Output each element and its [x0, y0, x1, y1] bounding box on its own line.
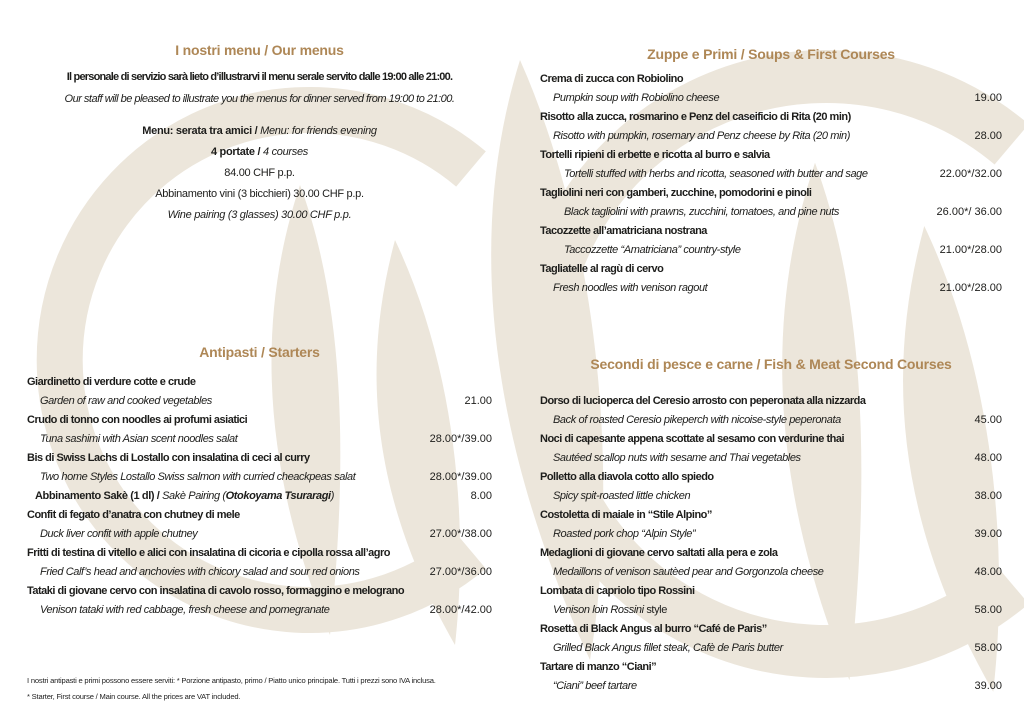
- item-name-it: Crema di zucca con Robiolino: [540, 73, 684, 85]
- item-desc-en: Sautéed scallop nuts with sesame and Thai vegetables: [553, 452, 801, 464]
- intro-italian: Il personale di servizio sarà lieto d’illustrarvi il menu serale servito dalle 19:00 alle 21:00.: [66, 71, 453, 83]
- item-name-it: Rosetta di Black Angus al burro “Café de Paris”: [540, 623, 767, 635]
- item-price: 28.00*/42.00: [429, 604, 492, 616]
- item-desc-en: Duck liver confit with apple chutney: [40, 528, 198, 540]
- menu-item: [540, 260, 1002, 298]
- item-desc-en: Tuna sashimi with Asian scent noodles salat: [40, 433, 238, 445]
- item-row: [27, 563, 492, 582]
- item-row: [27, 525, 492, 544]
- item-price: 22.00*/32.00: [939, 168, 1002, 180]
- item-price: 39.00: [974, 680, 1002, 692]
- item-row: [540, 449, 1002, 468]
- item-row: [27, 601, 492, 620]
- item-name-it: Costoletta di maiale in “Stile Alpino”: [540, 509, 712, 521]
- item-row: [540, 165, 1002, 184]
- item-price: 27.00*/38.00: [429, 528, 492, 540]
- item-name-it: Dorso di lucioperca del Ceresio arrosto con peperonata alla nizzarda: [540, 395, 866, 407]
- menu-item: [540, 582, 1002, 620]
- item-row: [540, 279, 1002, 298]
- item-price: 39.00: [974, 528, 1002, 540]
- section-secondi: [540, 354, 1002, 696]
- set-menu-price-line: 84.00 CHF p.p.: [224, 167, 295, 179]
- item-price: 38.00: [974, 490, 1002, 502]
- item-desc-en: Back of roasted Ceresio pikeperch with nicoise-style peperonata: [553, 414, 841, 426]
- section-antipasti: [27, 342, 492, 620]
- item-row: [540, 563, 1002, 582]
- item-name-it: Giardinetto di verdure cotte e crude: [27, 376, 196, 388]
- menu-item: [27, 411, 492, 449]
- menu-item: [540, 468, 1002, 506]
- menu-item: [540, 544, 1002, 582]
- item-price: 58.00: [974, 642, 1002, 654]
- item-price: 28.00*/39.00: [429, 471, 492, 483]
- item-desc-en: Fried Calf’s head and anchovies with chicory salad and sour red onions: [40, 566, 360, 578]
- item-desc-en: Pumpkin soup with Robiolino cheese: [553, 92, 720, 104]
- item-desc-en: Taccozzette “Amatriciana” country-style: [564, 244, 741, 256]
- menu-item: [540, 70, 1002, 108]
- item-name-it: Crudo di tonno con noodles ai profumi asiatici: [27, 414, 248, 426]
- item-price: 21.00: [464, 395, 492, 407]
- menu-item-sake-pairing: [27, 487, 492, 506]
- item-desc-en: Tortelli stuffed with herbs and ricotta, seasoned with butter and sage: [564, 168, 868, 180]
- sake-pairing-label: Abbinamento Sakè (1 dl) / Sakè Pairing (Otokoyama Tsuraragi): [35, 490, 334, 502]
- item-price: 21.00*/28.00: [939, 244, 1002, 256]
- item-desc-en: “Ciani” beef tartare: [553, 680, 637, 692]
- set-menu-block: [27, 121, 492, 226]
- item-name-it: Confit di fegato d’anatra con chutney di mele: [27, 509, 240, 521]
- item-row: [540, 601, 1002, 620]
- wine-pairing-line-it: Abbinamento vini (3 bicchieri) 30.00 CHF p.p.: [155, 188, 364, 200]
- item-price: 27.00*/36.00: [429, 566, 492, 578]
- menu-item: [540, 620, 1002, 658]
- item-price: 48.00: [974, 452, 1002, 464]
- wine-pairing-line-en: Wine pairing (3 glasses) 30.00 CHF p.p.: [167, 209, 352, 221]
- item-desc-en: Roasted pork chop “Alpin Style”: [553, 528, 696, 540]
- item-desc-en: Venison loin Rossini style: [553, 604, 667, 616]
- item-row: [27, 468, 492, 487]
- section-title-antipasti: Antipasti / Starters: [199, 344, 320, 360]
- item-price: 45.00: [974, 414, 1002, 426]
- menu-item: [540, 506, 1002, 544]
- item-row: [540, 639, 1002, 658]
- item-row: [540, 677, 1002, 696]
- menu-item: [540, 222, 1002, 260]
- menu-item: [540, 430, 1002, 468]
- item-name-it: Risotto alla zucca, rosmarino e Penz del caseificio di Rita (20 min): [540, 111, 851, 123]
- item-desc-en: Medaillons of venison sautèed pear and Gorgonzola cheese: [553, 566, 824, 578]
- item-row: [27, 430, 492, 449]
- item-row: [540, 487, 1002, 506]
- item-desc-en: Garden of raw and cooked vegetables: [40, 395, 212, 407]
- item-desc-en: Risotto with pumpkin, rosemary and Penz cheese by Rita (20 min): [553, 130, 850, 142]
- footnote: [27, 673, 436, 705]
- item-price: 26.00*/ 36.00: [936, 206, 1002, 218]
- item-row: [540, 127, 1002, 146]
- item-price: 58.00: [974, 604, 1002, 616]
- item-price: 21.00*/28.00: [939, 282, 1002, 294]
- item-desc-en: Fresh noodles with venison ragout: [553, 282, 708, 294]
- item-desc-en: Spicy spit-roasted little chicken: [553, 490, 691, 502]
- item-name-it: Lombata di capriolo tipo Rossini: [540, 585, 695, 597]
- menu-item: [27, 373, 492, 411]
- section-our-menus: [27, 40, 492, 226]
- section-title-secondi: Secondi di pesce e carne / Fish & Meat Second Courses: [590, 356, 952, 372]
- menu-item: [27, 506, 492, 544]
- section-zuppe-primi: [540, 44, 1002, 298]
- item-row: [540, 411, 1002, 430]
- menu-item: [540, 184, 1002, 222]
- item-name-it: Tortelli ripieni di erbette e ricotta al burro e salvia: [540, 149, 770, 161]
- right-column: [512, 0, 1024, 725]
- item-row: [27, 392, 492, 411]
- item-price: 48.00: [974, 566, 1002, 578]
- menu-item: [27, 582, 492, 620]
- item-desc-en: Two home Styles Lostallo Swiss salmon with curried cheackpeas salat: [40, 471, 356, 483]
- item-row: [540, 203, 1002, 222]
- item-name-it: Bis di Swiss Lachs di Lostallo con insalatina di ceci al curry: [27, 452, 310, 464]
- footnote-line-it: I nostri antipasti e primi possono essere serviti: * Porzione antipasto, primo / Piatto unico principale. Tutti i prezzi sono IVA inclusa.: [27, 676, 436, 685]
- item-price: 8.00: [470, 490, 492, 502]
- item-name-it: Tataki di giovane cervo con insalatina di cavolo rosso, formaggino e melograno: [27, 585, 405, 597]
- menu-item: [540, 658, 1002, 696]
- item-row: [540, 525, 1002, 544]
- menu-item: [27, 544, 492, 582]
- item-name-it: Tagliolini neri con gamberi, zucchine, pomodorini e pinoli: [540, 187, 812, 199]
- item-name-it: Tartare di manzo “Ciani”: [540, 661, 657, 673]
- item-row: [540, 89, 1002, 108]
- menu-item: [540, 392, 1002, 430]
- set-menu-name-line: Menu: serata tra amici / Menu: for friends evening: [142, 125, 377, 137]
- item-desc-en: Grilled Black Angus fillet steak, Cafè de Paris butter: [553, 642, 783, 654]
- item-row: [540, 241, 1002, 260]
- item-name-it: Tacozzette all’amatriciana nostrana: [540, 225, 707, 237]
- item-desc-en: Black tagliolini with prawns, zucchini, tomatoes, and pine nuts: [564, 206, 840, 218]
- item-name-it: Medaglioni di giovane cervo saltati alla pera e zola: [540, 547, 778, 559]
- item-price: 19.00: [974, 92, 1002, 104]
- menu-item: [540, 146, 1002, 184]
- item-name-it: Noci di capesante appena scottate al sesamo con verdurine thai: [540, 433, 845, 445]
- item-name-it: Polletto alla diavola cotto allo spiedo: [540, 471, 714, 483]
- menu-item: [540, 108, 1002, 146]
- item-desc-en: Venison tataki with red cabbage, fresh cheese and pomegranate: [40, 604, 330, 616]
- set-menu-courses-line: 4 portate / 4 courses: [210, 146, 309, 158]
- item-name-it: Fritti di testina di vitello e alici con insalatina di cicoria e cipolla rossa all’agro: [27, 547, 391, 559]
- intro-english: Our staff will be pleased to illustrate you the menus for dinner served from 19:00 to 21:00.: [64, 93, 455, 105]
- section-title-zuppe: Zuppe e Primi / Soups & First Courses: [647, 46, 895, 62]
- section-title-our-menus: I nostri menu / Our menus: [175, 42, 344, 58]
- item-name-it: Tagliatelle al ragù di cervo: [540, 263, 664, 275]
- item-price: 28.00*/39.00: [429, 433, 492, 445]
- footnote-line-en: * Starter, First course / Main course. All the prices are VAT included.: [27, 692, 241, 701]
- menu-item: [27, 449, 492, 487]
- item-price: 28.00: [974, 130, 1002, 142]
